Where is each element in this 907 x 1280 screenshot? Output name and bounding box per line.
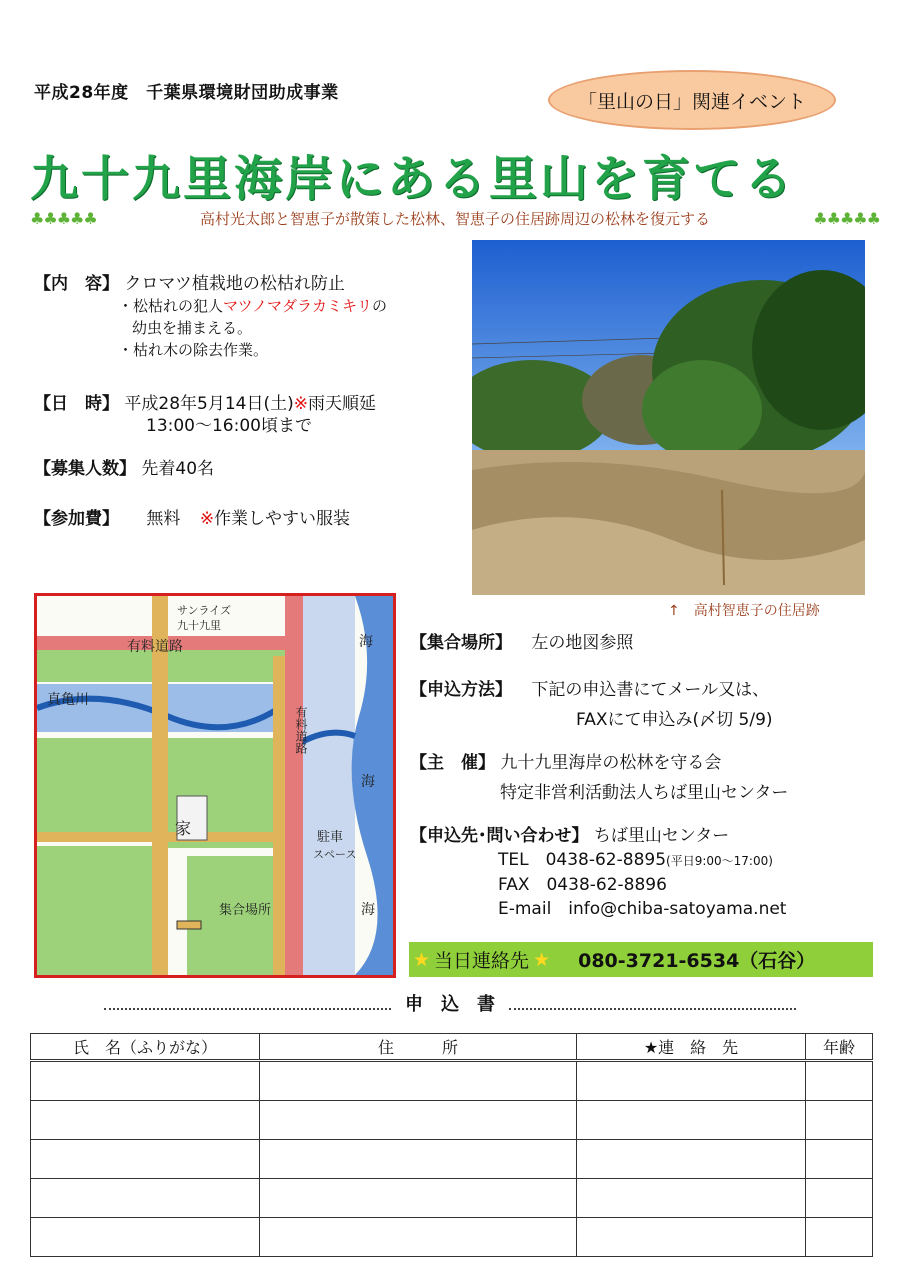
fee-label: 【参加費】 — [34, 509, 119, 529]
content-sub2: 幼虫を捕まえる。 — [132, 319, 253, 337]
col-name: 氏 名（ふりがな） — [31, 1034, 260, 1061]
col-age: 年齢 — [806, 1034, 873, 1061]
age-cell[interactable] — [806, 1140, 873, 1179]
name-cell[interactable] — [31, 1179, 260, 1218]
contact-cell[interactable] — [577, 1140, 806, 1179]
table-row — [31, 1061, 873, 1101]
inquiry-label: 【申込先･問い合わせ】 — [410, 826, 589, 846]
name-cell[interactable] — [31, 1101, 260, 1140]
subtitle: 高村光太郎と智恵子が散策した松林、智恵子の住居跡周辺の松林を復元する — [199, 210, 710, 228]
access-map-drawing — [37, 596, 393, 975]
address-cell[interactable] — [260, 1061, 577, 1101]
date-note-mark: ※ — [293, 394, 309, 414]
meeting-value: 左の地図参照 — [531, 633, 634, 653]
age-cell[interactable] — [806, 1101, 873, 1140]
fee-note-mark: ※ — [199, 509, 215, 529]
map-toll-road-v-label: 有料道路 — [294, 706, 308, 754]
photo-caption: ↑ 高村智恵子の住居跡 — [668, 603, 820, 619]
contact-bar — [409, 942, 873, 977]
age-cell[interactable] — [806, 1061, 873, 1101]
clover-icon: ♣♣♣♣♣ — [813, 209, 880, 228]
map-parking-label-2: スペース — [313, 848, 357, 861]
meeting-point-marker — [177, 921, 201, 929]
capacity-value: 先着40名 — [141, 459, 215, 479]
fee-note-text: 作業しやすい服装 — [214, 509, 351, 529]
table-row — [31, 1218, 873, 1257]
age-cell[interactable] — [806, 1179, 873, 1218]
form-heading-row — [90, 990, 810, 1016]
map-toll-road-label: 有料道路 — [127, 639, 183, 655]
content-section — [34, 273, 387, 361]
event-bubble-text: 「里山の日」関連イベント — [577, 90, 806, 113]
content-value: クロマツ植栽地の松枯れ防止 — [124, 274, 345, 294]
col-contact: ★連 絡 先 — [577, 1034, 806, 1061]
name-cell[interactable] — [31, 1218, 260, 1257]
star-icon: ★ — [413, 948, 431, 971]
map-house-label: 家 — [175, 819, 192, 838]
tel-hours: (平日9:00～17:00) — [666, 854, 773, 868]
grant-line: 平成28年度 千葉県環境財団助成事業 — [34, 83, 339, 103]
event-bubble — [548, 70, 836, 130]
form-header-row — [31, 1034, 873, 1061]
application-form-table — [30, 1033, 873, 1257]
address-cell[interactable] — [260, 1218, 577, 1257]
map-sunrise-label: サンライズ — [177, 604, 232, 617]
access-map — [34, 593, 396, 978]
fee-value: 無料 — [146, 509, 181, 529]
contact-label: 当日連絡先 — [434, 950, 530, 972]
table-row — [31, 1101, 873, 1140]
apply-value-2: FAXにて申込み(〆切 5/9) — [576, 710, 773, 730]
content-sub1-red: マツノマダラカミキリ — [223, 297, 372, 315]
site-photo — [472, 240, 865, 595]
date-section — [34, 393, 376, 437]
inquiry-org: ちば里山センター — [593, 826, 730, 846]
apply-value-1: 下記の申込書にてメール又は、 — [531, 680, 770, 700]
fee-section — [34, 508, 350, 530]
map-sunrise-label-2: 九十九里 — [177, 619, 221, 632]
apply-label: 【申込方法】 — [410, 680, 512, 700]
col-address: 住 所 — [260, 1034, 577, 1061]
capacity-label: 【募集人数】 — [34, 459, 136, 479]
host-value-1: 九十九里海岸の松林を守る会 — [500, 753, 722, 773]
email-address: E-mail info@chiba-satoyama.net — [498, 899, 787, 919]
site-photo-drawing — [472, 240, 865, 595]
address-cell[interactable] — [260, 1140, 577, 1179]
contact-cell[interactable] — [577, 1101, 806, 1140]
content-sub3: ・枯れ木の除去作業。 — [118, 341, 269, 359]
table-row — [31, 1179, 873, 1218]
contact-cell[interactable] — [577, 1061, 806, 1101]
map-sea-label-1: 海 — [359, 634, 373, 650]
contact-phone: 080-3721-6534（石谷） — [578, 950, 816, 972]
map-river-label: 真亀川 — [47, 692, 89, 708]
age-cell[interactable] — [806, 1218, 873, 1257]
contact-cell[interactable] — [577, 1218, 806, 1257]
date-label: 【日 時】 — [34, 394, 119, 414]
inquiry-section — [410, 825, 786, 920]
clover-icon: ♣♣♣♣♣ — [30, 209, 97, 228]
subtitle-row — [30, 208, 880, 229]
time-value: 13:00～16:00頃まで — [146, 416, 312, 436]
content-sub1-post: の — [371, 297, 387, 315]
name-cell[interactable] — [31, 1140, 260, 1179]
fax-number: FAX 0438-62-8896 — [498, 875, 667, 895]
address-cell[interactable] — [260, 1101, 577, 1140]
host-value-2: 特定非営利活動法人ちば里山センター — [500, 783, 789, 803]
meeting-label: 【集合場所】 — [410, 633, 512, 653]
tel-number: TEL 0438-62-8895 — [498, 850, 667, 870]
page-title: 九十九里海岸にある里山を育てる — [30, 151, 796, 207]
name-cell[interactable] — [31, 1061, 260, 1101]
divider-dots — [509, 996, 796, 1010]
date-value: 平成28年5月14日(土) — [124, 394, 294, 414]
capacity-section — [34, 458, 214, 480]
map-sea-label-2: 海 — [361, 774, 375, 790]
content-label: 【内 容】 — [34, 274, 119, 294]
map-sea-label-3: 海 — [361, 902, 375, 918]
map-meeting-label: 集合場所 — [219, 903, 272, 918]
meeting-section — [410, 632, 633, 654]
map-parking-label: 駐車 — [317, 830, 344, 845]
table-row — [31, 1140, 873, 1179]
host-label: 【主 催】 — [410, 753, 495, 773]
host-section — [410, 752, 788, 804]
address-cell[interactable] — [260, 1179, 577, 1218]
contact-cell[interactable] — [577, 1179, 806, 1218]
star-icon: ★ — [533, 948, 551, 971]
content-sub1-pre: ・松枯れの犯人 — [118, 297, 224, 315]
form-heading: 申 込 書 — [405, 994, 495, 1015]
divider-dots — [104, 996, 391, 1010]
apply-section — [410, 679, 773, 731]
date-note-text: 雨天順延 — [308, 394, 377, 414]
